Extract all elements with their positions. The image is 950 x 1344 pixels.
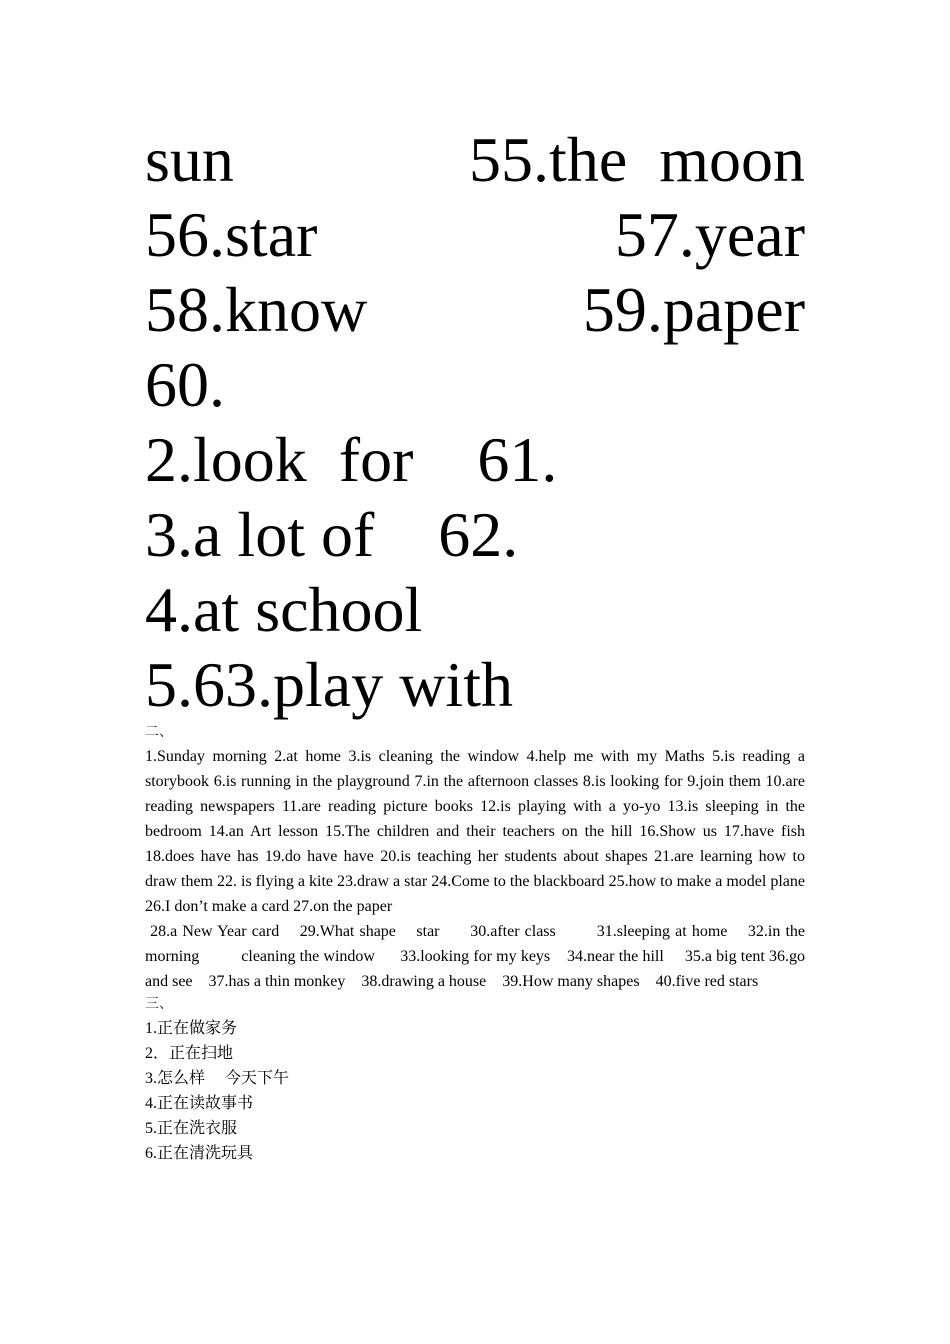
vocab-item: 59.paper <box>582 274 805 345</box>
section-3-line: 2．正在扫地 <box>145 1045 234 1062</box>
section-3-line: 4.正在读故事书 <box>145 1095 254 1112</box>
vocab-line <box>145 197 805 272</box>
vocab-line <box>145 272 805 347</box>
vocab-item: 4.at school <box>145 574 423 645</box>
vocab-item: 3.a lot of 62. <box>145 499 519 570</box>
vocab-item: 2.look for 61. <box>145 424 558 495</box>
section-3-heading: 三、 <box>145 997 173 1012</box>
vocab-item: 60. <box>145 349 225 420</box>
vocab-list-large <box>145 122 805 722</box>
section-3-line: 3.怎么样 今天下午 <box>145 1070 290 1087</box>
vocab-line <box>145 647 805 722</box>
vocab-item: 56.star <box>145 199 318 270</box>
vocab-item: 5.63.play with <box>145 649 513 720</box>
vocab-line <box>145 347 805 422</box>
section-2-answers-part2: 28.a New Year card 29.What shape star 30.after class 31.sleeping at home 32.in the morning cleaning the window 33.looking for my keys 34.near the hill 35.a big tent 36.go and see 37.has a thin monkey 38.drawing a house 39.How many shapes 40.five red stars <box>145 923 809 990</box>
section-3-line: 1.正在做家务 <box>145 1020 238 1037</box>
section-2-answers-part1: 1.Sunday morning 2.at home 3.is cleaning the window 4.help me with my Maths 5.is reading a storybook 6.is running in the playground 7.in the afternoon classes 8.is looking for 9.join them 10.are reading newspapers 11.are reading picture books 12.is playing with a yo-yo 13.is sleeping in the bedroom 14.an Art lesson 15.The children and their teachers on the hill 16.Show us 17.have fish 18.does have has 19.do have have 20.is teaching her students about shapes 21.are learning how to draw them 22. is flying a kite 23.draw a star 24.Come to the blackboard 25.how to make a model plane 26.I don’t make a card 27.on the paper <box>145 748 805 915</box>
vocab-item: 55.the moon <box>469 124 805 195</box>
vocab-line <box>145 572 805 647</box>
vocab-line <box>145 122 805 197</box>
section-2-heading: 二、 <box>145 725 173 740</box>
vocab-item: 57.year <box>614 199 805 270</box>
section-3-line: 6.正在清洗玩具 <box>145 1145 254 1162</box>
vocab-line <box>145 497 805 572</box>
section-3-line: 5.正在洗衣服 <box>145 1120 238 1137</box>
vocab-item: 58.know <box>145 274 368 345</box>
vocab-line <box>145 422 805 497</box>
vocab-item: sun <box>145 124 234 195</box>
page-content <box>145 122 809 1166</box>
